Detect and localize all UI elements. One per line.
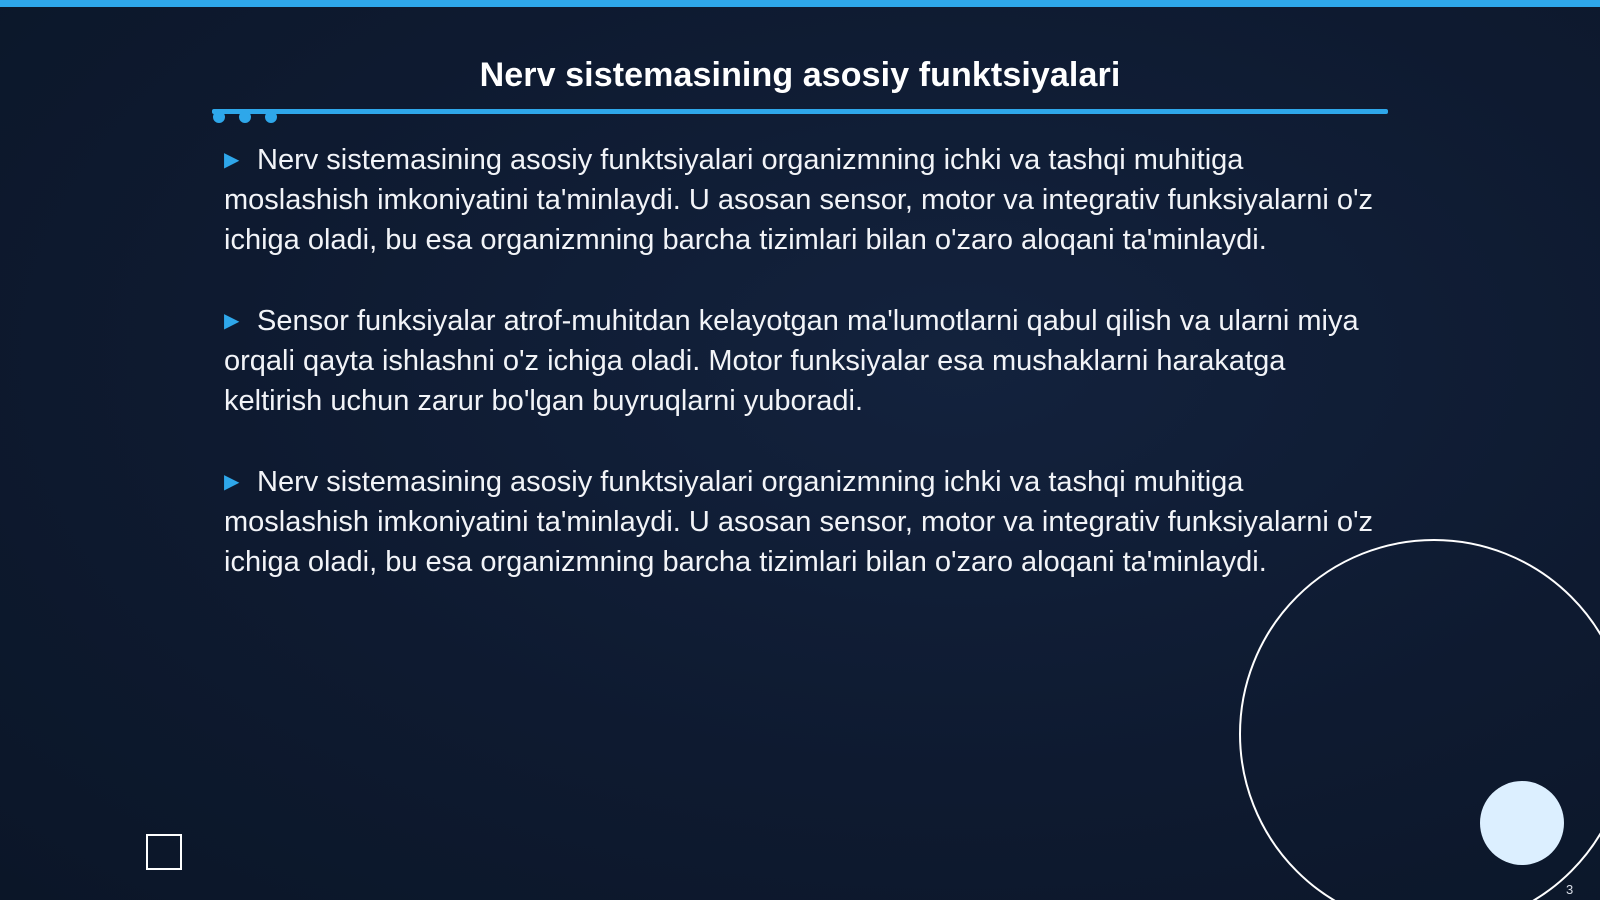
title-dot-3 [265,111,277,123]
bullet-text-1: Nerv sistemasining asosiy funktsiyalari organizmning ichki va tashqi muhitiga moslashish imkoniyatini ta'minlaydi. U asosan sensor, motor va integrativ funksiyalarni o'z ichiga oladi, bu esa organizmning barcha tizimlari bilan o'zaro aloqani ta'minlaydi. [224,144,1374,256]
bullet-list [224,140,1374,623]
title-dot-1 [213,111,225,123]
decorative-disc [1480,781,1564,865]
bullet-arrow-icon: ▶ [224,149,240,171]
slide-title: Nerv sistemasining asosiy funktsiyalari [479,56,1121,94]
title-dot-2 [239,111,251,123]
decorative-square [146,834,182,870]
bullet-item-3 [224,462,1374,582]
bullet-arrow-icon: ▶ [224,471,240,493]
bullet-text-3: Nerv sistemasining asosiy funktsiyalari organizmning ichki va tashqi muhitiga moslashish imkoniyatini ta'minlaydi. U asosan sensor, motor va integrativ funksiyalarni o'z ichiga oladi, bu esa organizmning barcha tizimlari bilan o'zaro aloqani ta'minlaydi. [224,466,1374,578]
title-underline [212,109,1388,114]
bullet-text-2: Sensor funksiyalar atrof-muhitdan kelayotgan ma'lumotlarni qabul qilish va ularni miya orqali qayta ishlashni o'z ichiga oladi. Motor funksiyalar esa mushaklarni harakatga keltirish uchun zarur bo'lgan buyruqlarni yuboradi. [224,305,1359,417]
bullet-item-2 [224,301,1374,421]
bullet-item-1 [224,140,1374,260]
bullet-arrow-icon: ▶ [224,310,240,332]
page-number: 3 [1566,882,1574,897]
top-accent-bar [0,0,1600,7]
